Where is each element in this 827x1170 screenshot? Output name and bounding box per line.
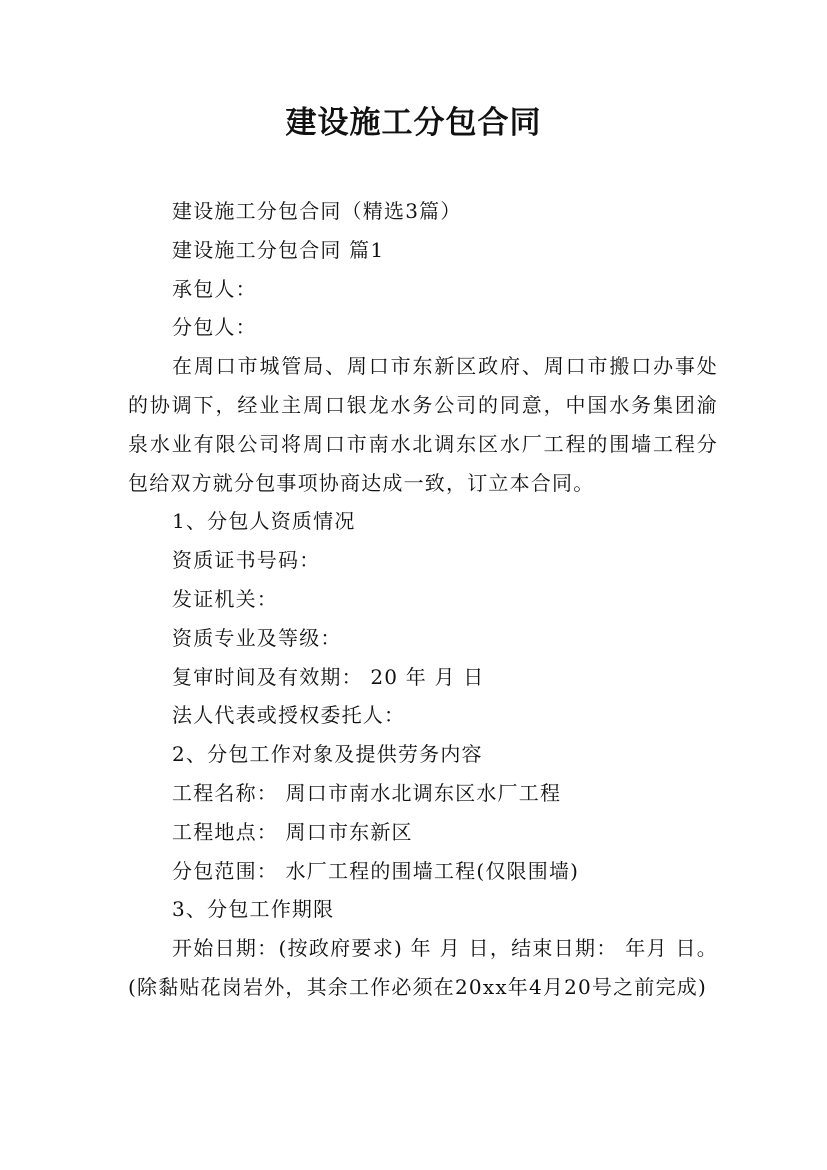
qualification-level-line: 资质专业及等级： (172, 625, 342, 650)
legal-representative-line: 法人代表或授权委托人： (172, 703, 406, 728)
certificate-number-line: 资质证书号码： (172, 548, 321, 573)
intro-paragraph: 在周口市城管局、周口市东新区政府、周口市搬口办事处的协调下，经业主周口银龙水务公司的同意，中国水务集团渝泉水业有限公司将周口市南水北调东区水厂工程的围墙工程分包给双方就分包事项协商达成一致，订立本合同。 (128, 354, 718, 495)
contractor-line: 承包人： (172, 276, 257, 301)
contract-section-title: 建设施工分包合同 篇1 (172, 237, 385, 262)
page-title: 建设施工分包合同 (285, 105, 542, 141)
section-3-heading: 3、分包工作期限 (172, 897, 335, 922)
project-location-line: 工程地点： 周口市东新区 (172, 819, 413, 844)
review-date-line: 复审时间及有效期： 20 年 月 日 (172, 664, 485, 689)
work-period-paragraph: 开始日期：(按政府要求) 年 月 日，结束日期： 年月 日。(除黏贴花岗岩外，其余工作必须在20xx年4月20号之前完成) (128, 936, 718, 999)
subcontract-scope-line: 分包范围： 水厂工程的围墙工程(仅限围墙) (172, 858, 580, 883)
project-name-line: 工程名称： 周口市南水北调东区水厂工程 (172, 780, 562, 805)
subcontractor-line: 分包人： (172, 315, 257, 340)
section-2-heading: 2、分包工作对象及提供劳务内容 (172, 742, 483, 767)
section-1-heading: 1、分包人资质情况 (172, 509, 356, 534)
contract-heading-paragraph: 建设施工分包合同（精选3篇） (172, 199, 462, 223)
issuing-authority-line: 发证机关： (172, 586, 278, 611)
document-body (128, 192, 718, 1007)
